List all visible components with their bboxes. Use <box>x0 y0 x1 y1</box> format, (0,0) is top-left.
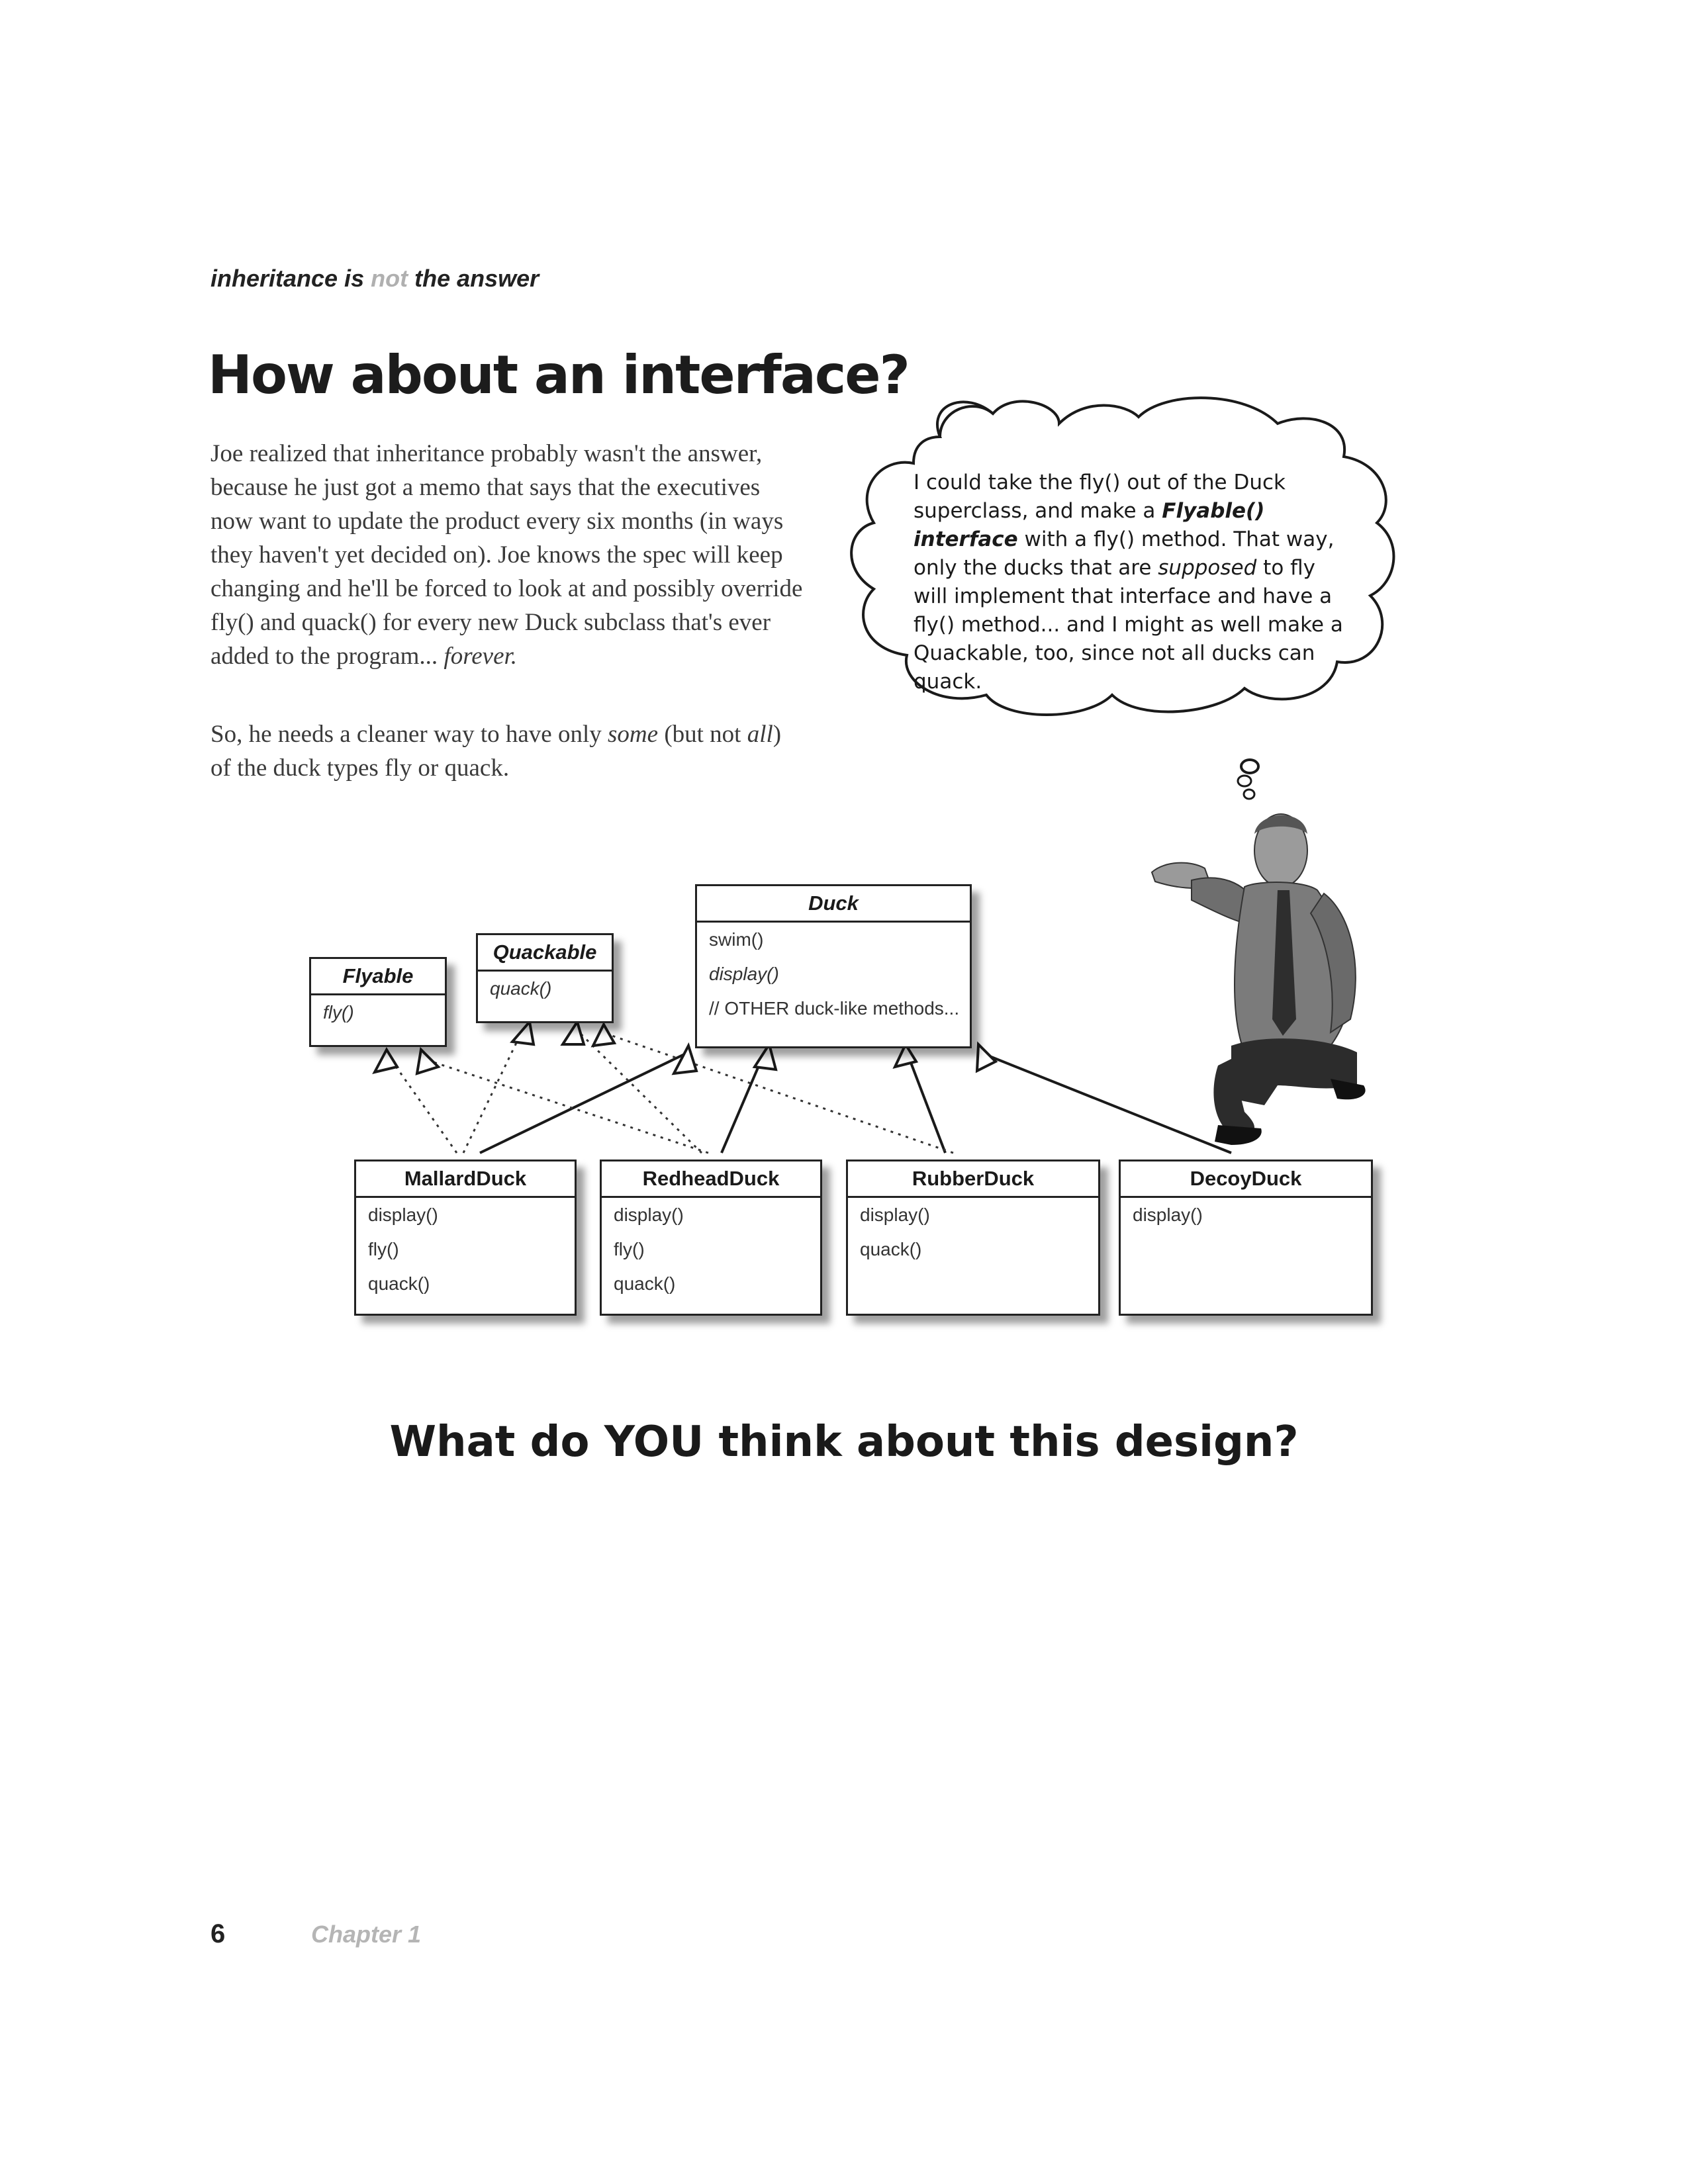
uml-class-name: Quackable <box>478 935 612 972</box>
uml-method: display() <box>709 964 779 984</box>
uml-class-name: RedheadDuck <box>602 1161 820 1198</box>
uml-method: swim() <box>709 929 764 950</box>
thought-bubble-large <box>1241 760 1258 773</box>
man-illustration <box>1152 814 1366 1145</box>
thought-bubble-medium <box>1238 776 1251 786</box>
uml-decoy-duck <box>1119 1160 1373 1316</box>
running-head-not: not <box>371 265 408 292</box>
body-emphasis: forever. <box>444 643 518 670</box>
uml-method: display() <box>1133 1205 1203 1225</box>
thought-line: I could take the fly() out of the Duck superclass, and make a <box>914 471 1286 523</box>
uml-class-name: Flyable <box>311 959 445 995</box>
uml-method: quack() <box>614 1273 676 1294</box>
uml-method: display() <box>368 1205 438 1225</box>
uml-method: display() <box>614 1205 684 1225</box>
running-head-part: the answer <box>414 265 539 292</box>
uml-class-name: RubberDuck <box>848 1161 1098 1198</box>
uml-method: quack() <box>490 978 552 999</box>
thought-line: to fly will implement that interface and have a fly() method... and I might as well make a Quackable, too, since not all ducks can quack. <box>914 556 1343 694</box>
uml-method: quack() <box>860 1239 922 1259</box>
uml-flyable <box>309 957 447 1047</box>
body-emphasis: all <box>747 721 773 748</box>
body-text: So, he needs a cleaner way to have only <box>211 721 602 748</box>
uml-class-name: MallardDuck <box>356 1161 575 1198</box>
uml-class-name: Duck <box>697 886 970 923</box>
body-emphasis: some <box>608 721 659 748</box>
uml-method: quack() <box>368 1273 430 1294</box>
thought-text <box>914 469 1350 696</box>
design-question: What do YOU think about this design? <box>389 1418 1299 1467</box>
uml-method: display() <box>860 1205 930 1225</box>
thought-italic: supposed <box>1158 556 1257 580</box>
thought-bold: Flyable() interface <box>914 499 1265 551</box>
uml-mallard-duck <box>354 1160 577 1316</box>
chapter-label: Chapter 1 <box>311 1921 422 1948</box>
running-head-part: inheritance is <box>211 265 365 292</box>
uml-class-name: DecoyDuck <box>1121 1161 1371 1198</box>
uml-redhead-duck <box>600 1160 822 1316</box>
thought-bubble-small <box>1244 790 1254 799</box>
uml-duck <box>695 884 972 1048</box>
uml-method: fly() <box>614 1239 645 1259</box>
page-number: 6 <box>211 1919 226 1948</box>
page-title: How about an interface? <box>208 344 909 406</box>
thought-line: with a fly() method. That way, only the ducks that are <box>914 527 1335 580</box>
body-text: (but not <box>664 721 741 748</box>
body-text: Joe realized that inheritance probably wasn't the answer, because he just got a memo that says that the executives now want to update the product every six months (in ways they haven't yet decided on). Joe knows the spec will keep changing and he'll be forced to look at and possibly override fly() and quack() for every new Duck subclass that's ever added to the program... <box>211 440 803 670</box>
uml-method: fly() <box>368 1239 399 1259</box>
uml-method: // OTHER duck-like methods... <box>709 998 960 1019</box>
body-text: ) of the duck types fly or quack. <box>211 721 782 782</box>
uml-method: fly() <box>323 1002 354 1023</box>
inheritance-lines <box>480 1052 1231 1153</box>
uml-quackable <box>476 933 614 1023</box>
uml-rubber-duck <box>846 1160 1100 1316</box>
